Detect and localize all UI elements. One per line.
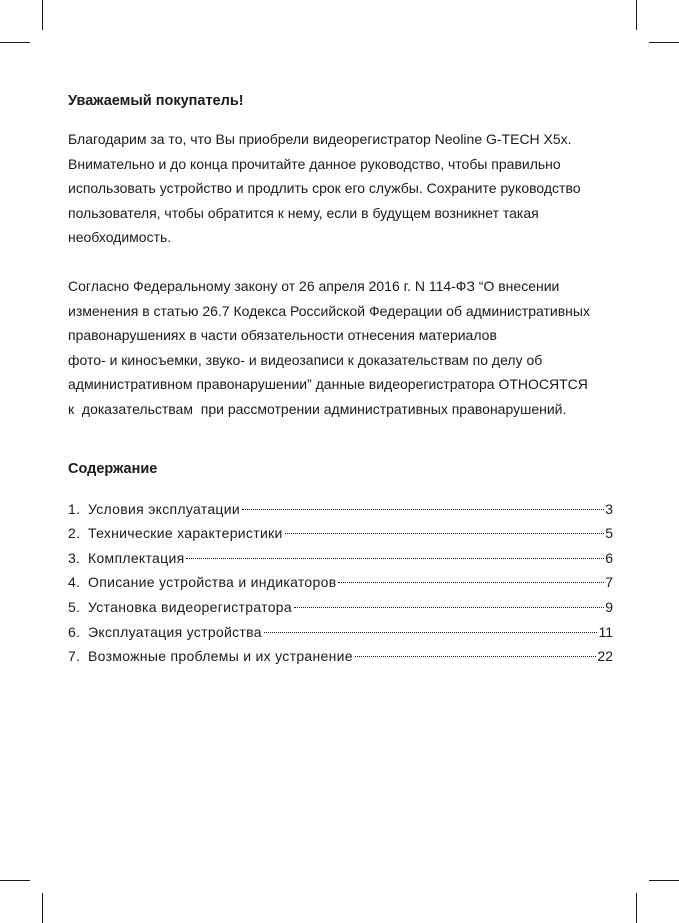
toc-dot-leader xyxy=(264,632,598,633)
law-line: к доказательствам при рассмотрении административных правонарушений. xyxy=(68,400,567,417)
crop-mark-bottom-right-vertical xyxy=(636,893,637,923)
toc-item-number: 3. xyxy=(68,549,81,566)
toc-item-title: Описание устройства и индикаторов xyxy=(88,574,337,591)
greeting-heading: Уважаемый покупатель! xyxy=(68,93,244,109)
toc-item[interactable] xyxy=(68,595,613,620)
crop-mark-top-left-horizontal xyxy=(0,42,30,43)
toc-item-page: 7 xyxy=(605,574,613,591)
intro-line: использовать устройство и продлить срок его службы. Сохраните руководство xyxy=(68,180,581,197)
toc-item-title: Комплектация xyxy=(88,549,185,566)
law-paragraph xyxy=(68,274,613,422)
toc-dot-leader xyxy=(355,656,597,657)
toc-item[interactable] xyxy=(68,570,613,595)
toc-item-page: 6 xyxy=(605,549,613,566)
intro-line: Благодарим за то, что Вы приобрели видеорегистратор Neoline G-TECH X5x. xyxy=(68,131,572,147)
toc-item[interactable] xyxy=(68,497,613,522)
toc-title: Содержание xyxy=(68,460,158,477)
crop-mark-top-left-vertical xyxy=(42,0,43,30)
toc-dot-leader xyxy=(338,582,604,583)
toc-item-page: 3 xyxy=(605,500,613,517)
crop-mark-top-right-vertical xyxy=(636,0,637,30)
toc-item-page: 22 xyxy=(597,648,613,665)
law-line: Согласно Федеральному закону от 26 апреля 2016 г. N 114-ФЗ “О внесении xyxy=(68,277,560,294)
toc-dot-leader xyxy=(294,607,604,608)
toc-item[interactable] xyxy=(68,546,613,571)
law-line: административном правонарушении” данные видеорегистратора ОТНОСЯТСЯ xyxy=(68,376,588,393)
toc-item-page: 5 xyxy=(605,525,613,542)
crop-mark-bottom-left-horizontal xyxy=(0,880,30,881)
toc-item-number: 7. xyxy=(68,648,81,665)
toc-dot-leader xyxy=(242,509,604,510)
toc-item-page: 11 xyxy=(598,623,613,640)
table-of-contents xyxy=(68,497,613,669)
law-line: изменения в статью 26.7 Кодекса Российской Федерации об административных xyxy=(68,302,590,319)
intro-line: пользователя, чтобы обратится к нему, если в будущем возникнет такая xyxy=(68,204,539,221)
toc-item-title: Условия эксплуатации xyxy=(88,500,240,517)
toc-item-number: 5. xyxy=(68,598,81,615)
toc-item[interactable] xyxy=(68,521,613,546)
toc-item[interactable] xyxy=(68,644,613,669)
toc-item[interactable] xyxy=(68,620,613,645)
toc-item-title: Возможные проблемы и их устранение xyxy=(88,648,353,665)
toc-item-page: 9 xyxy=(605,598,613,615)
crop-mark-bottom-left-vertical xyxy=(42,893,43,923)
toc-dot-leader xyxy=(285,533,605,534)
intro-paragraph xyxy=(68,127,613,250)
toc-item-title: Установка видеорегистратора xyxy=(88,598,292,615)
toc-item-title: Технические характеристики xyxy=(88,525,283,542)
page-content xyxy=(68,90,613,669)
toc-item-number: 1. xyxy=(68,500,81,517)
crop-mark-top-right-horizontal xyxy=(649,42,679,43)
law-line: фото- и киносъемки, звуко- и видеозаписи к доказательствам по делу об xyxy=(68,351,543,368)
toc-dot-leader xyxy=(186,558,604,559)
intro-line: Внимательно и до конца прочитайте данное руководство, чтобы правильно xyxy=(68,155,561,172)
toc-item-number: 6. xyxy=(68,623,81,640)
crop-mark-bottom-right-horizontal xyxy=(649,880,679,881)
intro-line: необходимость. xyxy=(68,229,172,246)
toc-item-number: 4. xyxy=(68,574,81,591)
toc-item-number: 2. xyxy=(68,525,81,542)
law-line: правонарушениях в части обязательности отнесения материалов xyxy=(68,327,497,344)
toc-item-title: Эксплуатация устройства xyxy=(88,623,262,640)
